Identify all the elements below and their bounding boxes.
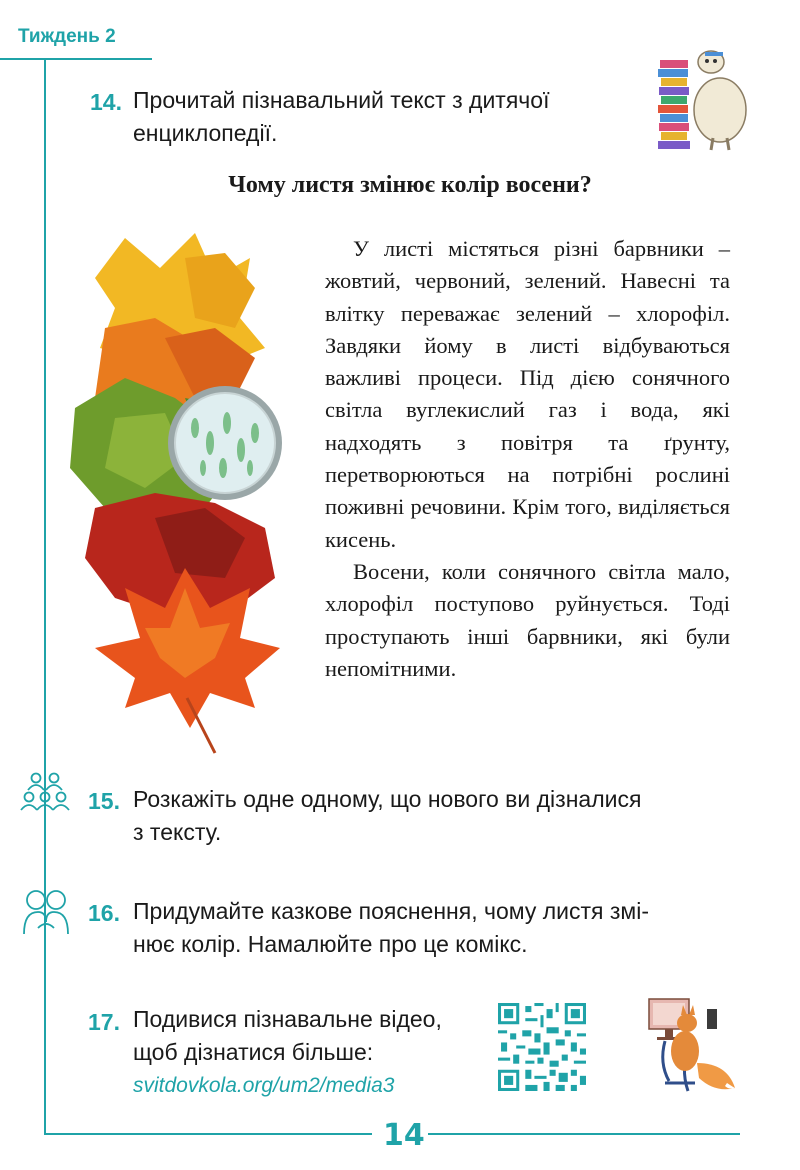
pair-work-icon (22, 888, 70, 938)
header-rule (0, 58, 152, 60)
task-17-line1: Подивися пізнавальне відео, (133, 1006, 442, 1032)
fox-at-computer-illustration (635, 993, 745, 1098)
task-17-number: 17. (88, 1009, 120, 1035)
autumn-leaves-illustration (65, 228, 305, 758)
footer-rule-right (428, 1133, 740, 1135)
task-16-number: 16. (88, 900, 120, 926)
qr-code-icon[interactable] (497, 1003, 587, 1091)
task-17-text (133, 1003, 442, 1102)
task-14-line1: Прочитай пізнавальний текст з дитячої (133, 87, 550, 113)
page-number: 14 (383, 1118, 425, 1153)
task-16-text (133, 895, 733, 961)
task-15-line2: з тексту. (133, 819, 222, 845)
task-17-line2: щоб дізнатися більше: (133, 1039, 374, 1065)
article-paragraph-2: Восени, коли сонячного світла мало, хлорофіл поступово руйнується. Тоді проступають інші барвники, які були непомітними. (325, 558, 730, 681)
task-16-line2: нює колір. Намалюйте про це комікс. (133, 931, 528, 957)
article-body (325, 233, 730, 685)
task-15-line1: Розкажіть одне одному, що нового ви дізналися (133, 786, 642, 812)
task-14-number: 14. (90, 89, 122, 115)
task-16-line1: Придумайте казкове пояснення, чому листя змі- (133, 898, 649, 924)
video-link[interactable]: svitdovkola.org/um2/media3 (133, 1074, 395, 1097)
footer-rule-left (44, 1133, 372, 1135)
week-label: Тиждень 2 (18, 26, 116, 47)
article-paragraph-1: У листі містяться різні барвники – жовтий, червоний, зелений. Навесні та влітку переважає зелений – хлорофіл. Завдяки йому в листі відбуваються важливі процеси. Під дією сонячного світла вуглекислий газ і вода, які надходять з повітря та ґрунту, перетворюються на потрібні рослині поживні речовини. Крім того, виділяється кисень. (325, 236, 730, 552)
sheep-with-books-illustration (655, 40, 750, 152)
task-15-number: 15. (88, 788, 120, 814)
left-border (44, 58, 46, 1134)
task-14-line2: енциклопедії. (133, 120, 278, 146)
article-title: Чому листя змінює колір восени? (228, 172, 592, 198)
group-work-icon (20, 770, 70, 816)
task-15-text (133, 783, 641, 849)
task-14-text (133, 84, 549, 150)
